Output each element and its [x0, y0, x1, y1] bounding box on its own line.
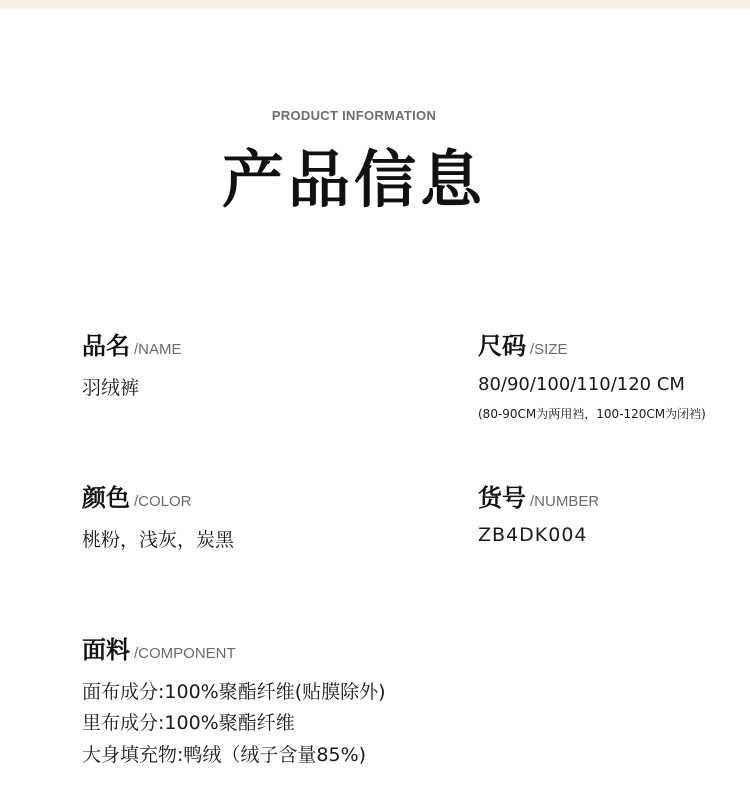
color-label-en: /COLOR	[134, 493, 192, 510]
component-label-zh: 面料	[82, 636, 130, 664]
component-line-lining: 里布成分:100%聚酯纤维	[82, 712, 295, 734]
size-label	[478, 326, 568, 361]
top-decorative-strip	[0, 0, 750, 9]
page-title: 产品信息	[221, 143, 486, 216]
size-value: 80/90/100/110/120 CM	[478, 374, 685, 395]
header-subtitle: PRODUCT INFORMATION	[271, 108, 437, 123]
color-label-zh: 颜色	[82, 484, 130, 512]
number-label	[478, 478, 599, 513]
color-label	[82, 478, 192, 513]
component-label	[82, 630, 236, 665]
size-label-en: /SIZE	[530, 341, 568, 358]
name-label-zh: 品名	[82, 332, 130, 360]
component-label-en: /COMPONENT	[134, 645, 236, 662]
size-label-zh: 尺码	[478, 332, 526, 360]
color-value: 桃粉，浅灰，炭黑	[82, 529, 235, 551]
name-value: 羽绒裤	[82, 377, 140, 399]
component-line-filling: 大身填充物:鸭绒（绒子含量85%)	[82, 744, 367, 766]
name-label	[82, 326, 182, 361]
number-value: ZB4DK004	[478, 524, 588, 546]
size-note: (80-90CM为两用裆，100-120CM为闭裆)	[478, 407, 706, 421]
component-line-outer-fabric: 面布成分:100%聚酯纤维(贴膜除外)	[82, 681, 386, 703]
name-label-en: /NAME	[134, 341, 182, 358]
number-label-zh: 货号	[478, 484, 526, 512]
number-label-en: /NUMBER	[530, 493, 600, 510]
